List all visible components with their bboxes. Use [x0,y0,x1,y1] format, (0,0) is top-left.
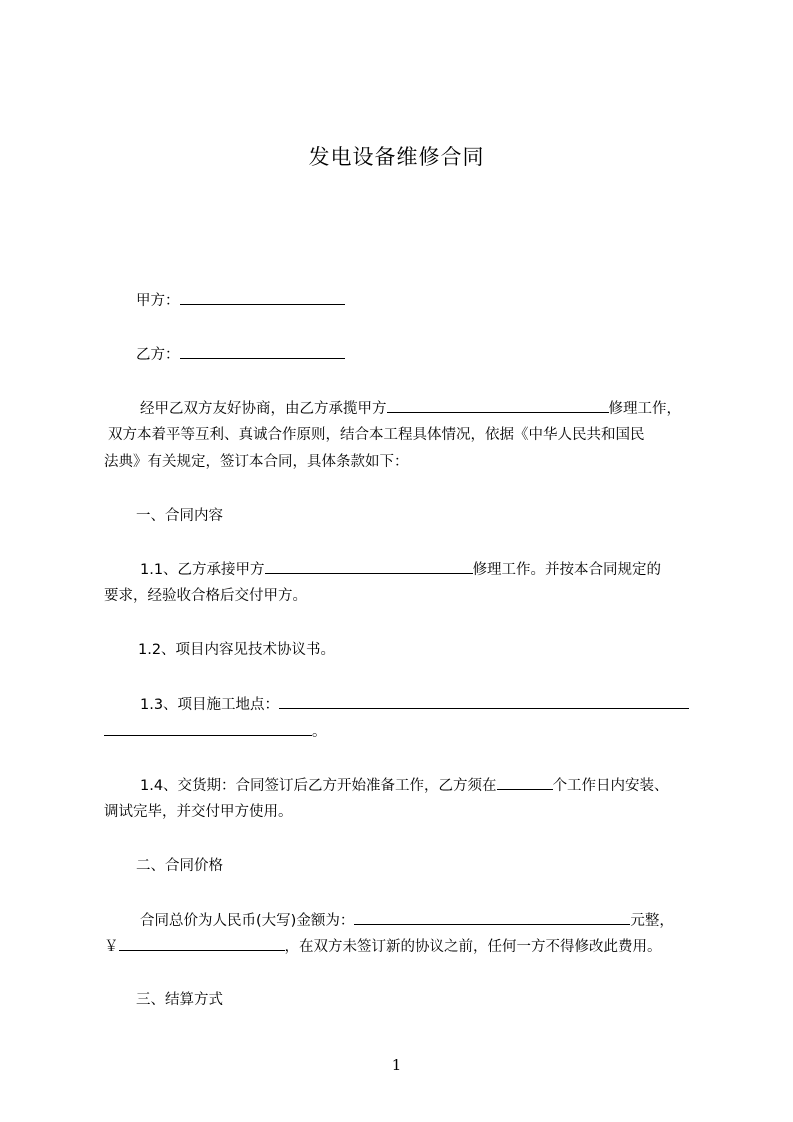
clause-1-1-text-b: 修理工作。并按本合同规定的 [472,562,662,578]
clause-1-1-line-1 [140,558,661,581]
party-b-line [136,343,345,366]
document-title: 发电设备维修合同 [308,145,485,169]
yen-symbol: ￥ [104,939,119,955]
section-1-heading: 一、合同内容 [136,508,223,524]
section-2-heading: 二、合同价格 [136,858,223,874]
intro-text-1a: 经甲乙双方友好协商，由乙方承揽甲方 [140,401,387,417]
clause-1-3-line-1 [140,693,689,716]
price-text-a: 合同总价为人民币(大写)金额为： [140,913,355,929]
site-location-blank-2 [104,720,312,736]
clause-1-4-text-b: 个工作日内安装、 [552,778,669,794]
clause-1-2: 1.2、项目内容见技术协议书。 [138,642,336,658]
clause-1-1-text-a: 1.1、乙方承接甲方 [140,562,265,578]
price-line-2 [104,935,662,958]
intro-line-2: 双方本着平等互利、真诚合作原则，结合本工程具体情况，依据《中华人民共和国民 [108,427,645,443]
price-text-b: 元整， [630,913,674,929]
site-location-blank [279,693,689,709]
party-b-blank [180,343,345,359]
party-b-label: 乙方： [136,347,180,363]
clause-1-4-line-2: 调试完毕，并交付甲方使用。 [104,804,293,820]
party-a-blank [180,289,345,305]
clause-1-4-text-a: 1.4、交货期：合同签订后乙方开始准备工作，乙方须在 [140,778,497,794]
clause-1-3-end: 。 [312,724,327,740]
clause-1-3-text: 1.3、项目施工地点： [140,697,280,713]
intro-line-3: 法典》有关规定，签订本合同，具体条款如下： [104,454,409,470]
party-a-label: 甲方： [136,293,180,309]
clause-1-3-line-2 [104,720,327,743]
clause-1-1-blank [265,558,473,574]
price-text-c: ，在双方未签订新的协议之前，任何一方不得修改此费用。 [284,939,662,955]
price-line-1 [140,909,674,932]
party-a-line [136,289,345,312]
page-number: 1 [391,1056,402,1074]
section-3-heading: 三、结算方式 [136,992,223,1008]
repair-item-blank [387,397,609,413]
clause-1-1-line-2: 要求，经验收合格后交付甲方。 [104,588,307,604]
intro-line-1 [140,397,681,420]
price-figures-blank [119,935,285,951]
clause-1-4-line-1 [140,774,669,797]
intro-text-1b: 修理工作， [608,401,681,417]
workdays-blank [497,774,553,790]
price-words-blank [354,909,630,925]
